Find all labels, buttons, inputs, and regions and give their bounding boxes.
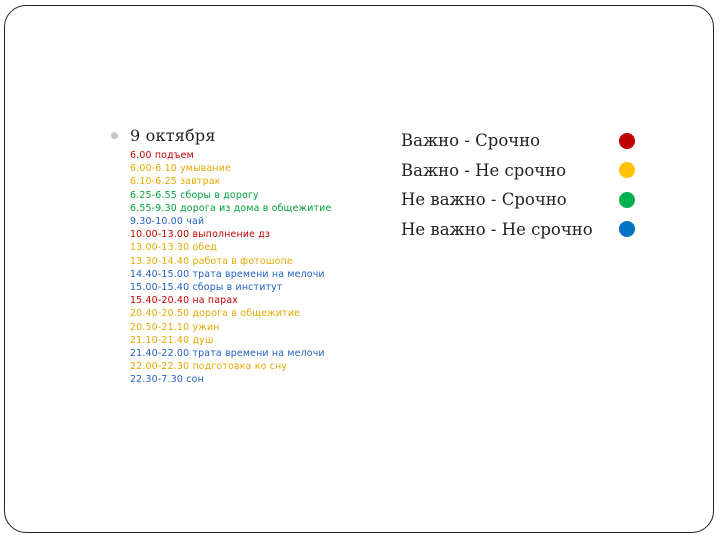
schedule-item: 6.55-9.30 дорога из дома в общежитие xyxy=(130,202,332,214)
slide xyxy=(4,5,714,533)
schedule-list xyxy=(130,149,331,387)
legend-label: Не важно - Срочно xyxy=(401,190,567,210)
schedule-item: 9.30-10.00 чай xyxy=(130,216,205,228)
schedule-item: 22.30-7.30 сон xyxy=(130,374,204,386)
schedule-item: 20.40-20.50 дорога в общежитие xyxy=(130,308,301,320)
legend-item xyxy=(401,185,641,215)
schedule-heading xyxy=(111,126,216,145)
color-dot-icon xyxy=(619,162,635,178)
schedule-item: 22.00-22.30 подготовка ко сну xyxy=(130,361,288,373)
schedule-item: 20.50-21.10 ужин xyxy=(130,321,220,333)
color-dot-icon xyxy=(619,133,635,149)
schedule-item: 21.10-21.40 душ xyxy=(130,334,214,346)
legend-label: Важно - Не срочно xyxy=(401,160,567,180)
schedule-item: 15.40-20.40 на парах xyxy=(130,295,239,307)
priority-legend xyxy=(401,126,641,244)
legend-item xyxy=(401,215,641,245)
color-dot-icon xyxy=(619,192,635,208)
schedule-item: 10.00-13.00 выполнение дз xyxy=(130,229,271,241)
page-title: 9 октября xyxy=(130,126,216,145)
schedule-item: 6.10-6.25 завтрак xyxy=(130,176,221,188)
bullet-icon xyxy=(111,132,118,139)
schedule-item: 6.25-6.55 сборы в дорогу xyxy=(130,189,259,201)
color-dot-icon xyxy=(619,221,635,237)
schedule-item: 15.00-15.40 сборы в институт xyxy=(130,282,283,294)
schedule-item: 21.40-22.00 трата времени на мелочи xyxy=(130,348,325,360)
legend-item xyxy=(401,126,641,156)
schedule-item: 6.00-6.10 умывание xyxy=(130,163,231,175)
schedule-item: 13.00-13.30 обед xyxy=(130,242,218,254)
legend-item xyxy=(401,156,641,186)
legend-label: Важно - Срочно xyxy=(401,131,541,151)
schedule-item: 6.00 подъем xyxy=(130,150,194,161)
schedule-item: 13.30-14.40 работа в фотошопе xyxy=(130,255,293,267)
schedule-item: 14.40-15.00 трата времени на мелочи xyxy=(130,268,325,280)
legend-label: Не важно - Не срочно xyxy=(401,219,593,239)
